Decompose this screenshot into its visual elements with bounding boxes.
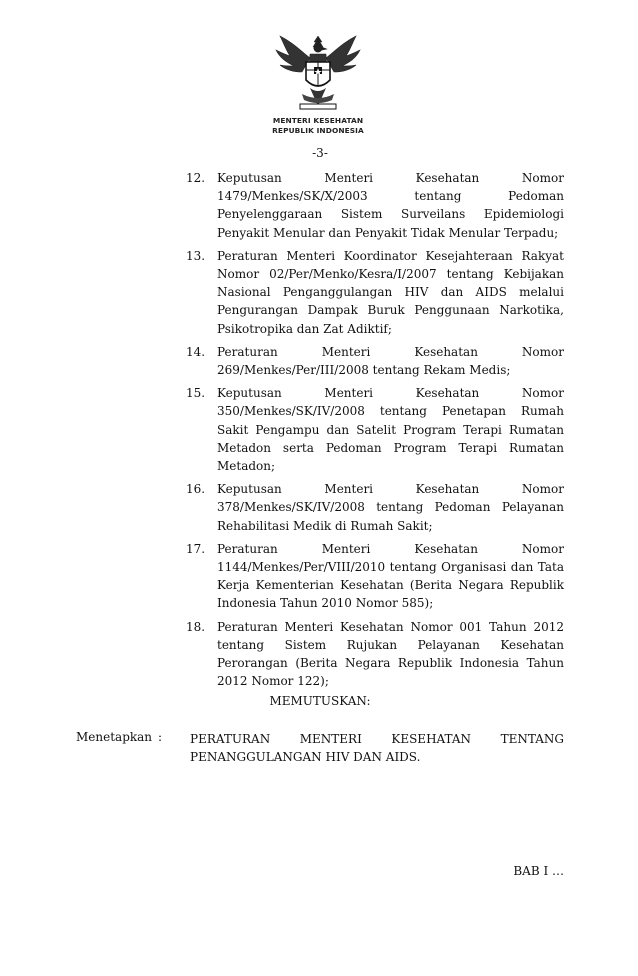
enactment-title-line-1 — [190, 730, 564, 748]
page-number: -3- — [312, 146, 328, 160]
enactment-text — [190, 730, 564, 766]
next-page-reference: BAB I … — [513, 864, 564, 878]
item-text: Peraturan Menteri Koordinator Kesejahteraan Rakyat Nomor 02/Per/Menko/Kesra/I/2007 tentang Kebijakan Nasional Penganggulangan HIV dan AIDS melalui Pengurangan Dampak Buruk Penggunaan Narkotika, Psikotropika dan Zat Adiktif; — [217, 248, 564, 336]
item-number: 16. — [186, 482, 206, 497]
enactment-word: TENTANG — [500, 732, 564, 746]
item-number: 18. — [186, 619, 206, 634]
list-item — [186, 540, 564, 613]
enactment-word: KESEHATAN — [391, 732, 472, 746]
item-number: 13. — [186, 248, 206, 263]
item-number: 17. — [186, 541, 206, 556]
item-text: Keputusan Menteri Kesehatan Nomor 1479/Menkes/SK/X/2003 tentang Pedoman Penyelenggaraan Sistem Surveilans Epidemiologi Penyakit Menular dan Penyakit Tidak Menular Terpadu; — [217, 171, 564, 240]
legal-basis-list — [186, 169, 564, 695]
list-item — [186, 618, 564, 691]
item-text: Keputusan Menteri Kesehatan Nomor 378/Menkes/SK/IV/2008 tentang Pedoman Pelayanan Rehabilitasi Medik di Rumah Sakit; — [217, 482, 564, 533]
list-item — [186, 384, 564, 475]
item-number: 15. — [186, 386, 206, 401]
item-text: Peraturan Menteri Kesehatan Nomor 001 Tahun 2012 tentang Sistem Rujukan Pelayanan Kesehatan Perorangan (Berita Negara Republik Indonesia Tahun 2012 Nomor 122); — [217, 619, 564, 689]
list-item — [186, 343, 564, 379]
enactment-word: PERATURAN — [190, 732, 271, 746]
item-text: Keputusan Menteri Kesehatan Nomor 350/Menkes/SK/IV/2008 tentang Penetapan Rumah Sakit Pengampu dan Satelit Program Terapi Rumatan Metadon serta Pedoman Program Terapi Rumatan Metadon; — [217, 386, 564, 474]
enactment-word: MENTERI — [299, 732, 362, 746]
ministry-title — [246, 116, 390, 136]
enactment-colon: : — [158, 730, 163, 744]
decision-heading: MEMUTUSKAN: — [269, 694, 371, 708]
enactment-title-line-2: PENANGGULANGAN HIV DAN AIDS. — [190, 750, 421, 764]
enactment-label: Menetapkan — [76, 730, 153, 744]
ministry-line-2: REPUBLIK INDONESIA — [272, 126, 364, 135]
item-number: 14. — [186, 344, 206, 359]
list-item — [186, 247, 564, 338]
list-item — [186, 480, 564, 535]
item-number: 12. — [186, 171, 206, 185]
list-item — [186, 169, 564, 242]
ministry-line-1: MENTERI KESEHATAN — [272, 116, 364, 125]
item-text: Peraturan Menteri Kesehatan Nomor 1144/Menkes/Per/VIII/2010 tentang Organisasi dan Tata Kerja Kementerian Kesehatan (Berita Negara Republik Indonesia Tahun 2010 Nomor 585); — [217, 541, 564, 611]
garuda-emblem-icon — [270, 32, 366, 118]
item-text: Peraturan Menteri Kesehatan Nomor 269/Menkes/Per/III/2008 tentang Rekam Medis; — [217, 344, 564, 378]
